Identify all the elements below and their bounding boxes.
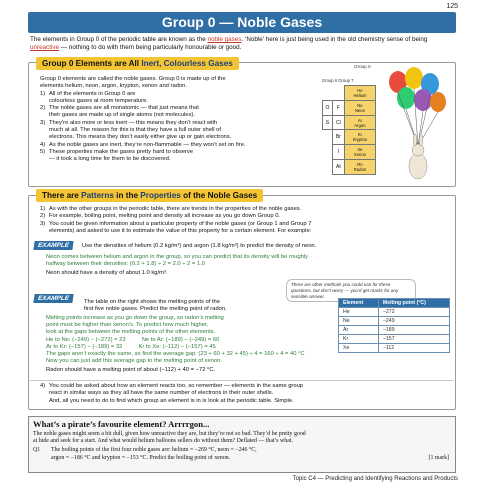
rabbit-icon <box>409 134 427 179</box>
section1-body <box>40 76 310 164</box>
example2-question <box>84 299 284 313</box>
element-cell: Kr <box>339 335 379 344</box>
element-cell: Ne <box>339 317 379 326</box>
melting-point-cell: −249 <box>378 317 449 326</box>
item4-body <box>40 383 450 405</box>
text-line: You could be given information about a particular property of the noble gases (or Group 1 and Group 7 <box>49 220 312 227</box>
group-labels: Group 6 Group 7 <box>322 78 354 83</box>
working-line: halfway between their densities: (0.2 + 1.8) ÷ 2 = 2.0 ÷ 2 = 1.0 <box>46 261 205 268</box>
table-row <box>339 308 450 317</box>
periodic-row <box>323 115 376 130</box>
balloons-illustration <box>378 66 454 186</box>
periodic-row <box>323 100 376 115</box>
text-line: As the noble gases are inert, they’re non-flammable — they won’t set on fire. <box>49 141 246 148</box>
intro-highlight-noble-gases: noble gases <box>207 36 242 43</box>
element-cell <box>323 145 333 160</box>
periodic-table-excerpt <box>322 85 376 175</box>
example1-working <box>46 254 446 278</box>
element-cell: Br <box>332 130 344 145</box>
working-line: Now you can just add this average gap to the melting point of xenon. <box>46 358 222 365</box>
text-line: argon = −186 °C and krypton = −153 °C. Predict the boiling point of xenon. <box>51 454 231 461</box>
table-row <box>339 344 450 353</box>
periodic-row <box>323 160 376 175</box>
element-cell: At <box>332 160 344 175</box>
text-line: react in similar ways as they all have the same number of electrons in their outer shells. <box>49 390 274 397</box>
element-cell: S <box>323 115 333 130</box>
text-line: All of the elements in Group 0 are <box>49 90 136 97</box>
title-part: Properties <box>140 191 181 200</box>
intro-highlight-unreactive: unreactive <box>30 44 60 51</box>
melting-point-cell: −157 <box>378 335 449 344</box>
text-line: much at all. The reason for this is that they have a full outer shell of <box>49 127 221 134</box>
item-number: 4) <box>40 383 46 389</box>
text-line: — it took a long time for them to be discovered. <box>49 156 171 163</box>
title-part: in the <box>113 191 141 200</box>
element-cell <box>323 130 333 145</box>
periodic-row <box>323 145 376 160</box>
item-number: 5) <box>40 148 46 155</box>
title-part: Inert, Colourless Gases <box>141 59 233 68</box>
melting-point-cell: −112 <box>378 344 449 353</box>
question-box <box>28 416 456 473</box>
example1-answer: Neon should have a density of about 1.0 kg/m³. <box>46 270 168 277</box>
element-cell: Xe <box>339 344 379 353</box>
melting-point-cell: −189 <box>378 326 449 335</box>
text-line: And, all you need to do to find which group an element is in is look at the periodic table. Simple. <box>49 397 294 404</box>
example2-answer: Radon should have a melting point of about (−112) + 40 = −72 °C. <box>46 367 216 374</box>
footer-topic: Topic C4 — Predicting and Identifying Reactions and Products <box>292 476 458 482</box>
intro-text: — nothing to do with them being particularly honourable or good. <box>59 44 242 51</box>
item-number: 2) <box>40 105 46 112</box>
text-line: electrons. This means they don’t easily either give up or gain electrons. <box>49 134 232 141</box>
noble-gas-cell: Rn Radon <box>344 160 375 175</box>
element-cell: He <box>339 308 379 317</box>
working-line: point must be higher than xenon’s. To predict how much higher, <box>46 322 209 329</box>
melting-point-cell: −272 <box>378 308 449 317</box>
title-part: of the Noble Gases <box>180 191 258 200</box>
working-line: He to Ne: (−249) − (−272) = 23 Ne to Ar: (−189) − (−249) = 60 <box>46 336 220 343</box>
column-header: Melting point (°C) <box>378 299 449 308</box>
noble-gas-cell: He Helium <box>344 86 375 101</box>
intro-text: The elements in Group 0 of the periodic table are known as the <box>30 36 208 43</box>
text-line: The boiling points of the first four noble gases are: helium = −269 °C, neon = −246 °C, <box>51 447 257 454</box>
question-line: first five noble gases. Predict the melting point of radon. <box>84 306 227 313</box>
working-line: Neon comes between helium and argon in the group, so you can predict that its density will be roughly <box>46 254 308 260</box>
item-number: 1) <box>40 206 46 212</box>
melting-point-table <box>338 298 450 353</box>
example1-question: Use the densities of helium (0.2 kg/m³) and argon (1.8 kg/m³) to predict the density of neon. <box>82 243 317 249</box>
intro-paragraph <box>30 36 454 52</box>
text-line: at hide and seek for a start. And what would helium balloons sellers do without them? Deflated — that’s what. <box>33 438 293 445</box>
title-part: Group 0 Elements are All <box>42 59 142 68</box>
text-line: For example, boiling point, melting point and density all increase as you go down Group 0. <box>49 213 281 220</box>
noble-gas-cell: Ar Argon <box>344 115 375 130</box>
text-line: They’re also more or less inert — this means they don’t react with <box>49 119 218 126</box>
working-line: Melting points increase as you go down the group, so radon’s melting <box>46 315 224 321</box>
page-title: Group 0 — Noble Gases <box>28 12 456 33</box>
column-header: Element <box>339 299 379 308</box>
element-cell <box>323 160 333 175</box>
item-number: 4) <box>40 141 46 148</box>
intro-text: . ‘Noble’ here is just being used in the old chemistry sense of being <box>241 36 428 43</box>
page-number: 125 <box>446 3 458 10</box>
question-line: The table on the right shows the melting points of the <box>84 299 220 305</box>
text-line: As with the other groups in the periodic table, there are trends in the properties of the noble gases. <box>49 206 302 212</box>
working-line: Ar to Kr: (−157) − (−189) = 32 Kr to Xe: (−112) − (−157) = 45 <box>46 343 216 350</box>
text-line: The noble gases might seem a bit dull, given how unreactive they are, but they’re not so bad. They’d be pretty good <box>33 431 306 437</box>
title-part: Patterns <box>81 191 114 200</box>
element-cell: O <box>323 100 333 115</box>
periodic-row <box>323 130 376 145</box>
example-tag: EXAMPLE <box>33 294 73 303</box>
example-tag: EXAMPLE <box>33 241 73 250</box>
group0-header: Group 0 <box>354 64 371 69</box>
working-line: The gaps aren’t exactly the same, so find the average gap: (23 + 60 + 32 + 45) ÷ 4 = 160 ÷ 4 = 40 °C <box>46 351 305 358</box>
element-cell: F <box>332 100 344 115</box>
noble-gas-cell: Xe Xenon <box>344 145 375 160</box>
element-cell <box>332 86 344 101</box>
item-number: 1) <box>40 90 46 97</box>
text-line: These properties make the gases pretty hard to observe <box>49 148 194 155</box>
balloon-icon <box>389 67 446 112</box>
working-line: look at the gaps between the melting points of the other elements. <box>46 329 216 336</box>
title-part: There are <box>42 191 82 200</box>
noble-gas-cell: Ne Neon <box>344 100 375 115</box>
periodic-row <box>323 86 376 101</box>
question-box-text <box>33 431 453 462</box>
item-number: 2) <box>40 213 46 220</box>
table-row <box>339 335 450 344</box>
table-row <box>339 326 450 335</box>
section-title-patterns <box>36 189 263 202</box>
element-cell: I <box>332 145 344 160</box>
noble-gas-cell: Kr Krypton <box>344 130 375 145</box>
mark-allocation: [1 mark] <box>428 454 449 461</box>
text-line: colourless gases at room temperature. <box>49 97 148 104</box>
item-number: 3) <box>40 119 46 126</box>
text-line: their gases are made up of single atoms (not molecules). <box>49 112 195 119</box>
text-line: You could be asked about how an element reacts too, so remember — elements in the same group <box>49 383 304 389</box>
item-number: 3) <box>40 220 46 227</box>
text-line: elements) and asked to use it to estimate the value of this property for a certain element. For example: <box>49 227 312 234</box>
table-row <box>339 317 450 326</box>
text-line: Group 0 elements are called the noble gases. Group 0 is made up of the <box>40 76 226 82</box>
divider <box>30 380 454 381</box>
question-number: Q1 <box>33 447 41 454</box>
text-line: elements helium, neon, argon, krypton, xenon and radon. <box>40 83 187 90</box>
question-box-title: What’s a pirate’s favourite element? Arrrrgon... <box>33 419 210 429</box>
note-bubble: There are other methods you could use for these questions, but don’t worry — you’d get marks for any sensible answer. <box>286 279 416 302</box>
text-line: The noble gases are all monatomic — that just means that <box>49 105 199 112</box>
element-cell <box>323 86 333 101</box>
element-cell: Cl <box>332 115 344 130</box>
section-title-inert <box>36 57 239 70</box>
section2-body <box>40 206 450 235</box>
element-cell: Ar <box>339 326 379 335</box>
